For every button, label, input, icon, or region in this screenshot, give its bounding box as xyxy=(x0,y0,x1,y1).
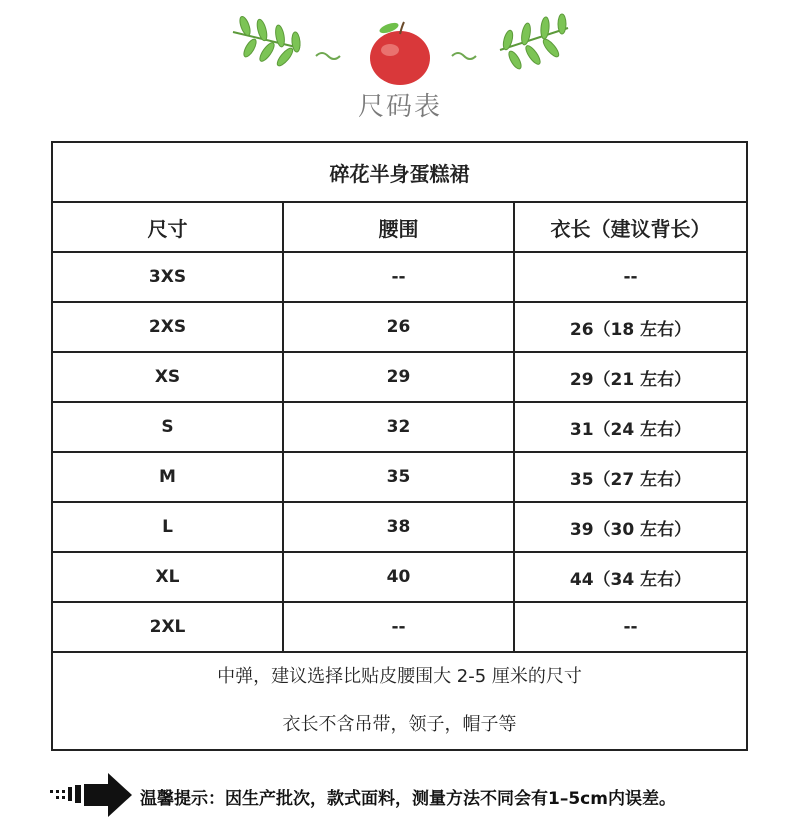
size-cell: 2XS xyxy=(52,302,283,352)
header-length: 衣长（建议背长） xyxy=(514,202,747,252)
note-length: 衣长不含吊带，领子，帽子等 xyxy=(282,714,517,735)
length-cell: 44（34 左右） xyxy=(514,552,747,602)
tip-text: 温馨提示：因生产批次，款式面料，测量方法不同会有1–5cm内误差。 xyxy=(140,789,676,809)
table-row xyxy=(52,552,747,602)
leaf-sprig-left-icon xyxy=(233,15,301,68)
table-notes xyxy=(52,652,747,750)
table-row xyxy=(52,602,747,652)
size-cell: XL xyxy=(52,552,283,602)
tip-banner xyxy=(48,770,788,820)
waist-cell: 32 xyxy=(283,402,514,452)
note-elasticity: 中弹，建议选择比贴皮腰围大 2-5 厘米的尺寸 xyxy=(217,666,582,687)
table-row xyxy=(52,352,747,402)
size-cell: 2XL xyxy=(52,602,283,652)
header-size: 尺寸 xyxy=(52,202,283,252)
arrow-right-icon xyxy=(48,770,134,820)
waist-cell: 35 xyxy=(283,452,514,502)
table-row xyxy=(52,452,747,502)
waist-cell: 29 xyxy=(283,352,514,402)
page-title: 尺码表 xyxy=(357,92,442,122)
table-row xyxy=(52,252,747,302)
waist-cell: 40 xyxy=(283,552,514,602)
waist-cell: 26 xyxy=(283,302,514,352)
size-cell: XS xyxy=(52,352,283,402)
length-cell: -- xyxy=(514,252,747,302)
leaf-sprig-right-icon xyxy=(500,14,568,71)
size-cell: 3XS xyxy=(52,252,283,302)
table-row xyxy=(52,302,747,352)
size-table xyxy=(51,141,748,751)
length-cell: 29（21 左右） xyxy=(514,352,747,402)
apple-leaves-decoration xyxy=(0,0,800,100)
size-cell: S xyxy=(52,402,283,452)
table-title: 碎花半身蛋糕裙 xyxy=(52,142,747,202)
apple-icon xyxy=(370,21,430,85)
tilde-right-icon xyxy=(452,53,476,59)
tilde-left-icon xyxy=(316,53,340,59)
size-cell: L xyxy=(52,502,283,552)
header xyxy=(0,0,800,130)
waist-cell: -- xyxy=(283,252,514,302)
waist-cell: -- xyxy=(283,602,514,652)
length-cell: -- xyxy=(514,602,747,652)
table-row xyxy=(52,502,747,552)
size-cell: M xyxy=(52,452,283,502)
table-row xyxy=(52,402,747,452)
length-cell: 35（27 左右） xyxy=(514,452,747,502)
length-cell: 31（24 左右） xyxy=(514,402,747,452)
length-cell: 26（18 左右） xyxy=(514,302,747,352)
length-cell: 39（30 左右） xyxy=(514,502,747,552)
waist-cell: 38 xyxy=(283,502,514,552)
header-waist: 腰围 xyxy=(283,202,514,252)
